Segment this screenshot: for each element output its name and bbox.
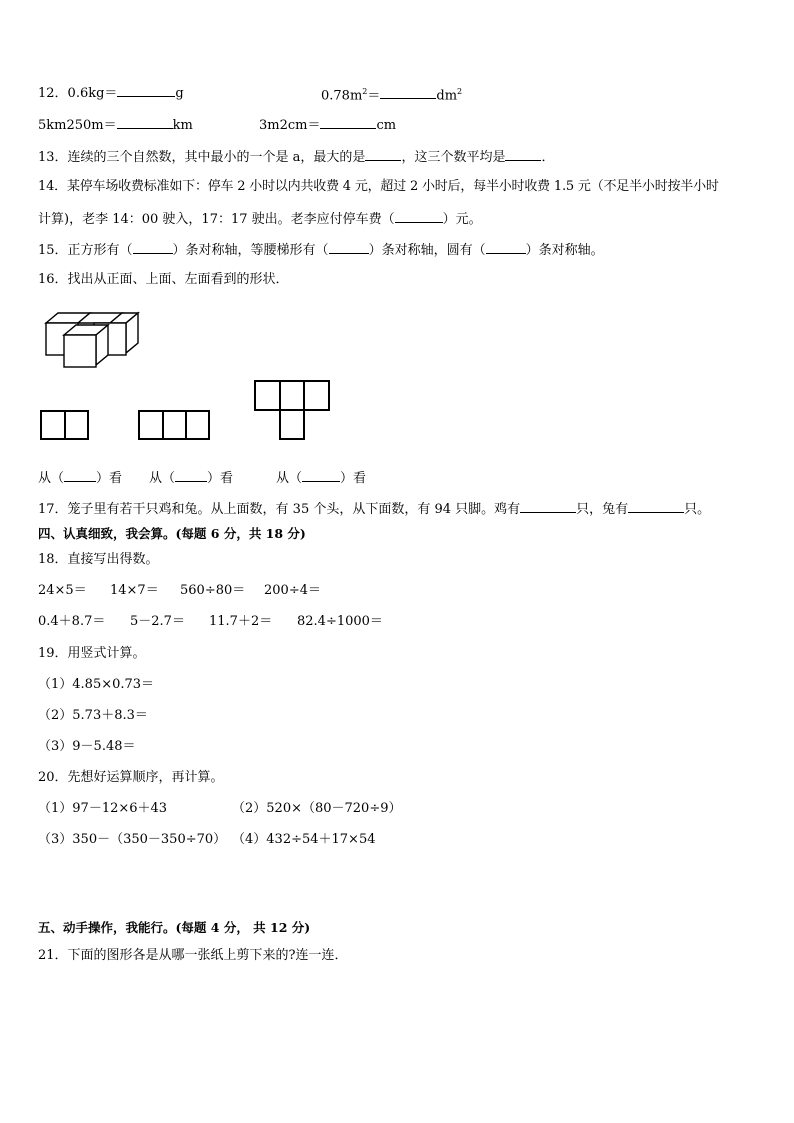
q12-c-unit: km	[172, 118, 193, 133]
q12-d-unit: cm	[376, 118, 397, 133]
q16-blank-2[interactable]	[175, 469, 207, 482]
q16-label-1-post: ）看	[96, 471, 123, 486]
q16-label-2	[149, 469, 233, 487]
view3-square-2	[279, 380, 305, 411]
q12-row2-d	[259, 116, 396, 134]
q19-item-1: （1）4.85×0.73＝	[38, 677, 155, 692]
q12-row2	[38, 116, 193, 134]
q14-line1: 14．某停车场收费标准如下：停车 2 小时以内共收费 4 元，超过 2 小时后，每半小时收费 1.5 元（不足半小时按半小时	[38, 179, 719, 194]
q16-stem: 16．找出从正面、上面、左面看到的形状．	[38, 272, 289, 287]
q16-label-2-post: ）看	[207, 471, 234, 486]
q12-b-blank[interactable]	[380, 86, 436, 99]
q13-text2: ，这三个数平均是	[401, 150, 506, 165]
q12-a-text: 12．0.6kg＝	[38, 86, 118, 101]
cube-solid-figure	[44, 309, 142, 371]
q14-blank[interactable]	[395, 210, 443, 223]
q12-d-blank[interactable]	[320, 116, 376, 129]
q12-c-text: 5km250m＝	[38, 118, 117, 133]
q19-stem: 19．用竖式计算。	[38, 646, 146, 661]
q21-stem: 21．下面的图形各是从哪一张纸上剪下来的?连一连．	[38, 948, 348, 963]
q17	[38, 500, 710, 518]
q13-text3: ．	[541, 150, 555, 165]
q16-label-3-pre: 从（	[276, 471, 303, 486]
q16-blank-1[interactable]	[64, 469, 96, 482]
q18-r1c2: 14×7＝	[110, 583, 159, 598]
q16-label-2-pre: 从（	[149, 471, 176, 486]
q18-r2c1: 0.4＋8.7＝	[38, 614, 106, 629]
q17-blank1[interactable]	[520, 500, 576, 513]
q17-t2: 只，兔有	[576, 502, 629, 517]
q16-label-1-pre: 从（	[38, 471, 65, 486]
q12-a-unit: g	[175, 86, 184, 101]
section-4-heading: 四、认真细致，我会算。(每题 6 分，共 18 分)	[38, 526, 306, 541]
view1-square-2	[64, 410, 89, 440]
q12-a-blank[interactable]	[117, 84, 175, 97]
view2-square-1	[138, 410, 164, 440]
view3-square-3	[303, 380, 330, 411]
q16-label-1	[38, 469, 122, 487]
q13	[38, 148, 554, 166]
q18-r1c4: 200÷4＝	[264, 583, 321, 598]
q12-b-sup: 2	[362, 87, 368, 96]
q13-blank1[interactable]	[365, 148, 401, 161]
q15-blank1[interactable]	[133, 241, 173, 254]
q15-t3: ）条对称轴，圆有（	[368, 243, 486, 258]
q13-text1: 13．连续的三个自然数，其中最小的一个是 a，最大的是	[38, 150, 366, 165]
q18-r2c4: 82.4÷1000＝	[297, 614, 383, 629]
view3-square-4	[279, 409, 305, 440]
q15-t2: ）条对称轴，等腰梯形有（	[172, 243, 329, 258]
cube-front	[64, 335, 96, 367]
q15-t4: ）条对称轴。	[525, 243, 604, 258]
q12-b-text: 0.78m	[321, 88, 363, 104]
view2-square-3	[185, 410, 210, 440]
q17-blank2[interactable]	[628, 500, 684, 513]
view2-square-2	[162, 410, 187, 440]
q13-blank2[interactable]	[505, 148, 541, 161]
q12-b-unit-sup: 2	[457, 87, 463, 96]
q18-r2c2: 5－2.7＝	[130, 614, 185, 629]
q16-label-3	[276, 469, 366, 487]
q19-item-3: （3）9－5.48＝	[38, 739, 136, 754]
q14-line2	[38, 210, 482, 228]
q20-item-3: （3）350－（350－350÷70）	[38, 832, 227, 847]
q14-text-b: ）元。	[442, 212, 482, 227]
q16-blank-3[interactable]	[302, 469, 340, 482]
q20-item-4: （4）432÷54＋17×54	[232, 832, 376, 847]
q18-r2c3: 11.7＋2＝	[209, 614, 273, 629]
q14-text-a: 计算)，老李 14：00 驶入，17：17 驶出。老李应付停车费（	[38, 212, 395, 227]
q17-t3: 只。	[684, 502, 711, 517]
view3-square-1	[254, 380, 281, 411]
q12-b-unit: dm	[436, 88, 458, 104]
q20-item-1: （1）97－12×6＋43	[38, 801, 168, 816]
q18-stem: 18．直接写出得数。	[38, 552, 159, 567]
q15	[38, 241, 604, 259]
q15-blank2[interactable]	[329, 241, 369, 254]
q18-r1c1: 24×5＝	[38, 583, 87, 598]
q12-row1-b	[321, 84, 462, 104]
q18-r1c3: 560÷80＝	[180, 583, 246, 598]
q17-t1: 17．笼子里有若干只鸡和兔。从上面数，有 35 个头，从下面数，有 94 只脚。鸡有	[38, 502, 521, 517]
q12-c-blank[interactable]	[117, 116, 173, 129]
q12-row1	[38, 84, 184, 102]
q20-stem: 20．先想好运算顺序，再计算。	[38, 770, 224, 785]
view1-square-1	[40, 410, 66, 440]
q15-blank3[interactable]	[486, 241, 526, 254]
q16-label-3-post: ）看	[340, 471, 367, 486]
q12-b-equals: ＝	[367, 88, 381, 104]
q20-item-2: （2）520×（80－720÷9）	[232, 801, 402, 816]
section-5-heading: 五、动手操作，我能行。(每题 4 分， 共 12 分)	[38, 920, 311, 935]
q19-item-2: （2）5.73＋8.3＝	[38, 708, 148, 723]
q12-d-text: 3m2cm＝	[259, 118, 321, 133]
q15-t1: 15．正方形有（	[38, 243, 133, 258]
